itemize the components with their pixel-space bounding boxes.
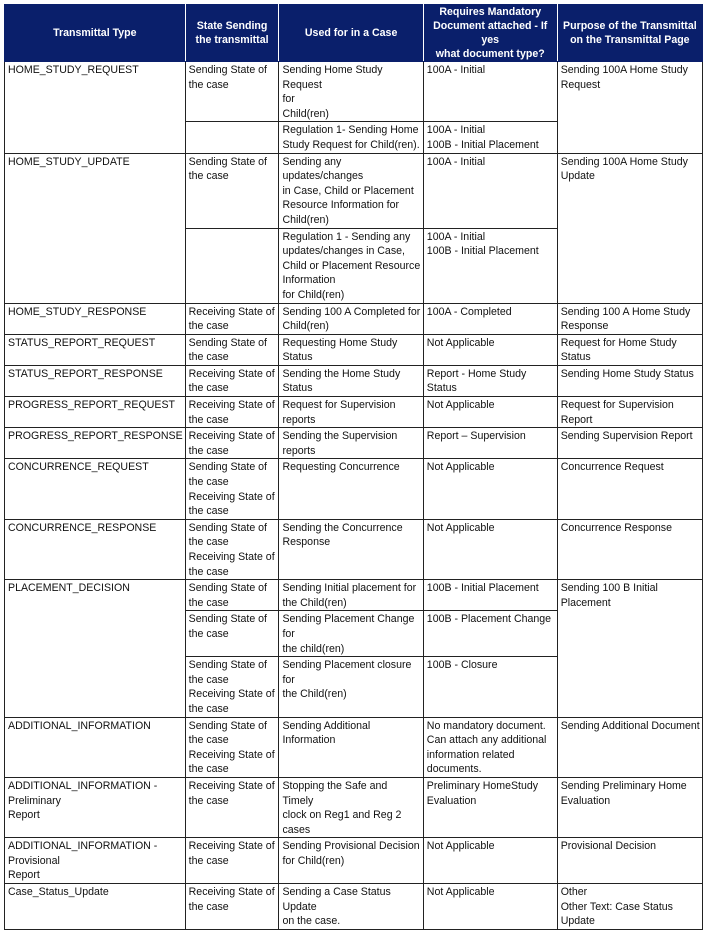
used-for-cell: Sending the Supervision reports bbox=[279, 428, 423, 459]
header-purpose: Purpose of the Transmittal on the Transmittal Page bbox=[557, 5, 702, 62]
header-used-for: Used for in a Case bbox=[279, 5, 423, 62]
state-cell bbox=[185, 228, 279, 303]
used-for-cell: Regulation 1 - Sending any updates/changes in Case, Child or Placement Resource Information for Child(ren) bbox=[279, 228, 423, 303]
state-cell: Receiving State of the case bbox=[185, 397, 279, 428]
document-cell: 100A - Initial 100B - Initial Placement bbox=[423, 122, 557, 153]
table-row bbox=[5, 717, 703, 777]
document-cell: No mandatory document. Can attach any additional information related documents. bbox=[423, 717, 557, 777]
transmittal-type-cell: PLACEMENT_DECISION bbox=[5, 580, 186, 717]
table-row bbox=[5, 519, 703, 579]
state-cell: Receiving State of the case bbox=[185, 777, 279, 837]
header-transmittal-type: Transmittal Type bbox=[5, 5, 186, 62]
document-cell: 100B - Placement Change bbox=[423, 611, 557, 657]
purpose-cell: Sending Supervision Report bbox=[557, 428, 702, 459]
used-for-cell: Regulation 1- Sending Home Study Request for Child(ren). bbox=[279, 122, 423, 153]
table-body bbox=[5, 62, 703, 930]
table-row bbox=[5, 303, 703, 334]
purpose-cell: Sending Preliminary Home Evaluation bbox=[557, 777, 702, 837]
transmittal-type-cell: Case_Status_Update bbox=[5, 884, 186, 930]
document-cell: Not Applicable bbox=[423, 334, 557, 365]
state-cell: Sending State of the case bbox=[185, 153, 279, 228]
document-cell: 100A - Completed bbox=[423, 303, 557, 334]
purpose-cell: Sending 100A Home Study Update bbox=[557, 153, 702, 303]
purpose-cell: Sending Home Study Status bbox=[557, 365, 702, 396]
state-cell: Sending State of the case Receiving State of the case bbox=[185, 459, 279, 519]
document-cell: 100A - Initial bbox=[423, 62, 557, 122]
purpose-cell: Request for Home Study Status bbox=[557, 334, 702, 365]
state-cell: Sending State of the case bbox=[185, 62, 279, 122]
state-cell: Sending State of the case Receiving State of the case bbox=[185, 519, 279, 579]
used-for-cell: Sending a Case Status Update on the case. bbox=[279, 884, 423, 930]
used-for-cell: Sending Placement Change for the child(ren) bbox=[279, 611, 423, 657]
table-row bbox=[5, 580, 703, 611]
state-cell: Sending State of the case bbox=[185, 580, 279, 611]
used-for-cell: Sending Home Study Request for Child(ren) bbox=[279, 62, 423, 122]
header-state-sending: State Sending the transmittal bbox=[185, 5, 279, 62]
document-cell: Report - Home Study Status bbox=[423, 365, 557, 396]
state-cell: Receiving State of the case bbox=[185, 365, 279, 396]
purpose-cell: Sending 100 B Initial Placement bbox=[557, 580, 702, 717]
used-for-cell: Sending Placement closure for the Child(ren) bbox=[279, 657, 423, 717]
state-cell: Receiving State of the case bbox=[185, 428, 279, 459]
transmittal-table bbox=[4, 4, 703, 930]
table-row bbox=[5, 428, 703, 459]
used-for-cell: Sending the Home Study Status bbox=[279, 365, 423, 396]
purpose-cell: Sending 100A Home Study Request bbox=[557, 62, 702, 154]
table-row bbox=[5, 153, 703, 228]
header-requires-document: Requires Mandatory Document attached - If yes what document type? bbox=[423, 5, 557, 62]
transmittal-type-cell: CONCURRENCE_RESPONSE bbox=[5, 519, 186, 579]
table-row bbox=[5, 884, 703, 930]
purpose-cell: Other Other Text: Case Status Update bbox=[557, 884, 702, 930]
transmittal-type-cell: ADDITIONAL_INFORMATION - Preliminary Report bbox=[5, 777, 186, 837]
used-for-cell: Stopping the Safe and Timely clock on Reg1 and Reg 2 cases bbox=[279, 777, 423, 837]
table-row bbox=[5, 397, 703, 428]
used-for-cell: Sending 100 A Completed for Child(ren) bbox=[279, 303, 423, 334]
table-row bbox=[5, 459, 703, 519]
state-cell: Sending State of the case bbox=[185, 334, 279, 365]
document-cell: Not Applicable bbox=[423, 397, 557, 428]
transmittal-type-cell: PROGRESS_REPORT_REQUEST bbox=[5, 397, 186, 428]
state-cell: Receiving State of the case bbox=[185, 303, 279, 334]
state-cell: Sending State of the case bbox=[185, 611, 279, 657]
transmittal-type-cell: CONCURRENCE_REQUEST bbox=[5, 459, 186, 519]
state-cell: Receiving State of the case bbox=[185, 884, 279, 930]
document-cell: 100B - Closure bbox=[423, 657, 557, 717]
used-for-cell: Request for Supervision reports bbox=[279, 397, 423, 428]
used-for-cell: Requesting Home Study Status bbox=[279, 334, 423, 365]
purpose-cell: Sending 100 A Home Study Response bbox=[557, 303, 702, 334]
transmittal-type-cell: ADDITIONAL_INFORMATION bbox=[5, 717, 186, 777]
state-cell bbox=[185, 122, 279, 153]
table-row bbox=[5, 334, 703, 365]
transmittal-type-cell: ADDITIONAL_INFORMATION - Provisional Report bbox=[5, 838, 186, 884]
state-cell: Sending State of the case Receiving State of the case bbox=[185, 657, 279, 717]
document-cell: Preliminary HomeStudy Evaluation bbox=[423, 777, 557, 837]
document-cell: Not Applicable bbox=[423, 519, 557, 579]
purpose-cell: Provisional Decision bbox=[557, 838, 702, 884]
transmittal-type-cell: PROGRESS_REPORT_RESPONSE bbox=[5, 428, 186, 459]
purpose-cell: Sending Additional Document bbox=[557, 717, 702, 777]
transmittal-type-cell: STATUS_REPORT_RESPONSE bbox=[5, 365, 186, 396]
used-for-cell: Sending Additional Information bbox=[279, 717, 423, 777]
state-cell: Sending State of the case Receiving State of the case bbox=[185, 717, 279, 777]
used-for-cell: Sending any updates/changes in Case, Child or Placement Resource Information for Child(ren) bbox=[279, 153, 423, 228]
table-row bbox=[5, 838, 703, 884]
used-for-cell: Sending Provisional Decision for Child(ren) bbox=[279, 838, 423, 884]
document-cell: Report – Supervision bbox=[423, 428, 557, 459]
document-cell: 100A - Initial bbox=[423, 153, 557, 228]
state-cell: Receiving State of the case bbox=[185, 838, 279, 884]
transmittal-type-cell: HOME_STUDY_RESPONSE bbox=[5, 303, 186, 334]
table-row bbox=[5, 365, 703, 396]
purpose-cell: Request for Supervision Report bbox=[557, 397, 702, 428]
transmittal-type-cell: HOME_STUDY_REQUEST bbox=[5, 62, 186, 154]
document-cell: Not Applicable bbox=[423, 884, 557, 930]
document-cell: Not Applicable bbox=[423, 838, 557, 884]
purpose-cell: Concurrence Request bbox=[557, 459, 702, 519]
header-row bbox=[5, 5, 703, 62]
transmittal-type-cell: STATUS_REPORT_REQUEST bbox=[5, 334, 186, 365]
document-cell: 100A - Initial 100B - Initial Placement bbox=[423, 228, 557, 303]
table-row bbox=[5, 62, 703, 122]
document-cell: 100B - Initial Placement bbox=[423, 580, 557, 611]
used-for-cell: Sending Initial placement for the Child(ren) bbox=[279, 580, 423, 611]
used-for-cell: Sending the Concurrence Response bbox=[279, 519, 423, 579]
table-row bbox=[5, 777, 703, 837]
used-for-cell: Requesting Concurrence bbox=[279, 459, 423, 519]
purpose-cell: Concurrence Response bbox=[557, 519, 702, 579]
transmittal-type-cell: HOME_STUDY_UPDATE bbox=[5, 153, 186, 303]
document-cell: Not Applicable bbox=[423, 459, 557, 519]
